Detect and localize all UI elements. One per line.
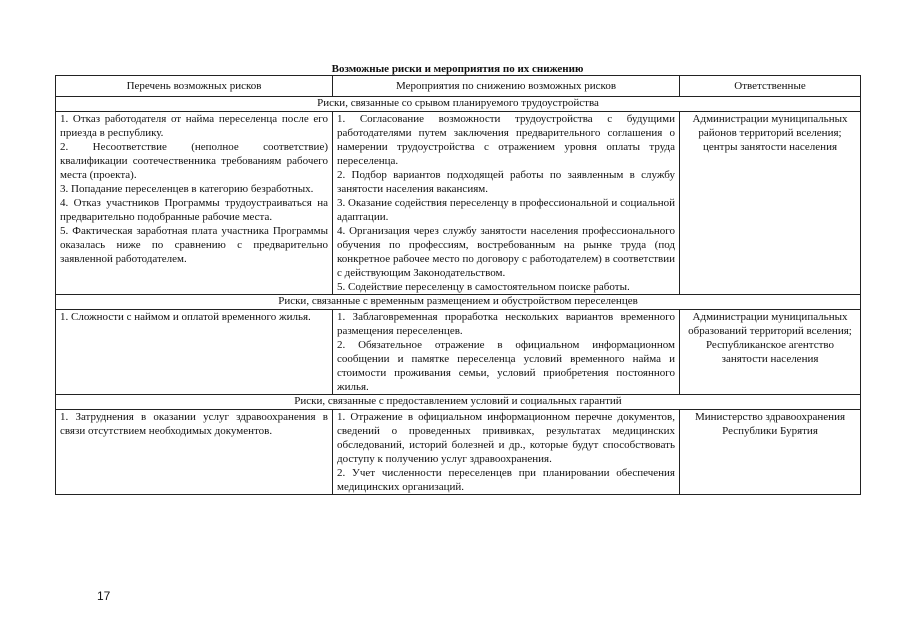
section-heading: Риски, связанные со срывом планируемого трудоустройства (56, 97, 861, 112)
risk-item: 1. Затруднения в оказании услуг здравоохранения в связи отсутствием необходимых документов. (60, 411, 328, 437)
measure-item: 2. Обязательное отражение в официальном информационном сообщении и памятке переселенца условий временного найма и стоимости проживания семьи, условий приобретения постоянного жилья. (337, 339, 675, 393)
responsible-cell: Администрации муниципальных районов территорий вселения; центры занятости населения (680, 112, 861, 295)
risk-item: 1. Отказ работодателя от найма переселенца после его приезда в республику. (60, 113, 328, 139)
risk-item: 5. Фактическая заработная плата участника Программы оказалась ниже по сравнению с предварительно заявленной работодателем. (60, 225, 328, 265)
table-row (56, 310, 861, 395)
column-header-responsible: Ответственные (680, 76, 861, 97)
risk-item: 2. Несоответствие (неполное соответствие) квалификации соотечественника требованиям рабочего места (проекта). (60, 141, 328, 181)
header-row (56, 76, 861, 97)
page-number: 17 (97, 589, 111, 603)
measure-item: 4. Организация через службу занятости населения профессионального обучения по профессиям, востребованным на рынке труда (под конкретное рабочее место по договору с работодателем) в соответствии с действующим Законодательством. (337, 225, 675, 279)
measures-cell (333, 112, 680, 295)
measures-cell (333, 410, 680, 495)
responsible-cell: Министерство здравоохранения Республики Бурятия (680, 410, 861, 495)
measure-item: 1. Заблаговременная проработка нескольких вариантов временного размещения переселенцев. (337, 311, 675, 337)
column-header-measures: Мероприятия по снижению возможных рисков (333, 76, 680, 97)
section-heading-row (56, 395, 861, 410)
measure-item: 2. Учет численности переселенцев при планировании обеспечения медицинских организаций. (337, 467, 675, 493)
page-title: Возможные риски и мероприятия по их снижению (331, 63, 584, 75)
measure-item: 1. Отражение в официальном информационном перечне документов, сведений о проведенных прививках, результатах медицинских обследований, историй болезней и др., которые будут способствовать доступу к получению услуг здравоохранения. (337, 411, 675, 465)
risk-item: 3. Попадание переселенцев в категорию безработных. (60, 183, 314, 195)
table-row (56, 112, 861, 295)
risks-cell (56, 410, 333, 495)
measure-item: 5. Содействие переселенцу в самостоятельном поиске работы. (337, 281, 630, 293)
measure-item: 1. Согласование возможности трудоустройства с будущими работодателями путем заключения предварительного соглашения о намерении трудоустройства с отражением уровня оплаты труда переселенца. (337, 113, 675, 167)
measure-item: 2. Подбор вариантов подходящей работы по заявленным в службу занятости населения вакансиям. (337, 169, 675, 195)
responsible-cell: Администрации муниципальных образований территорий вселения; Республиканское агентство занятости населения (680, 310, 861, 395)
section-heading-row (56, 295, 861, 310)
risk-item: 1. Сложности с наймом и оплатой временного жилья. (60, 311, 311, 323)
measures-cell (333, 310, 680, 395)
risk-table (55, 75, 861, 495)
risks-cell (56, 310, 333, 395)
risk-item: 4. Отказ участников Программы трудоустраиваться на предварительно подобранные рабочие места. (60, 197, 328, 223)
column-header-risks: Перечень возможных рисков (56, 76, 333, 97)
section-heading-row (56, 97, 861, 112)
section-heading: Риски, связанные с предоставлением условий и социальных гарантий (56, 395, 861, 410)
table-row (56, 410, 861, 495)
risks-cell (56, 112, 333, 295)
measure-item: 3. Оказание содействия переселенцу в профессиональной и социальной адаптации. (337, 197, 675, 223)
section-heading: Риски, связанные с временным размещением и обустройством переселенцев (56, 295, 861, 310)
